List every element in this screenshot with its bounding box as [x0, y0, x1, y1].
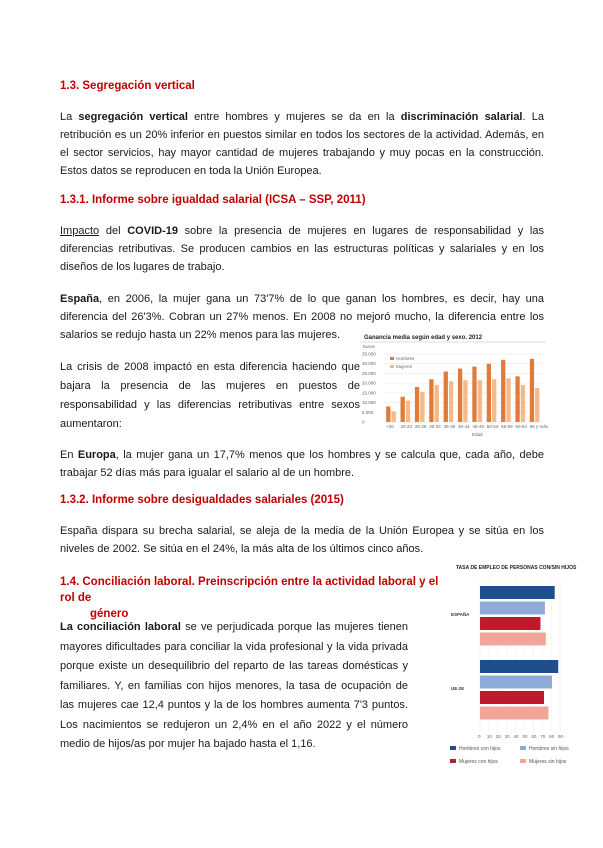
- chart1-bar-mujeres: [391, 411, 395, 422]
- chart2-bar-mujeres-con-hijos: [480, 617, 540, 630]
- chart1-ytick: 35.000: [362, 351, 376, 357]
- chart2-bar-hombres-con-hijos: [480, 586, 555, 599]
- chart2-xtick: 10: [486, 734, 492, 739]
- chart1-xtick: 60-64: [515, 424, 527, 429]
- chart1-bar-hombres: [386, 406, 390, 422]
- chart1-bar-hombres: [444, 371, 448, 422]
- chart2-bar-mujeres-sin-hijos: [480, 707, 548, 720]
- chart1-bar-hombres: [472, 367, 476, 422]
- paragraph-brecha: España dispara su brecha salarial, se aleja de la media de la Unión Europea y se sitúa en los niveles de 2002. Se sitúa en el 24%, la más alta de los últimos cinco años.: [60, 525, 544, 555]
- chart1-bar-hombres: [401, 397, 405, 422]
- chart2-bar-hombres-con-hijos: [480, 660, 558, 673]
- chart1-bar-hombres: [530, 359, 534, 422]
- chart1-bar-mujeres: [449, 381, 453, 422]
- chart1-bar-mujeres: [521, 385, 525, 422]
- chart2-bar-hombres-sin-hijos: [480, 676, 552, 689]
- chart2-title: TASA DE EMPLEO DE PERSONAS CON/SIN HIJOS: [456, 565, 577, 571]
- chart1-xtick: 35-39: [443, 424, 456, 429]
- chart1-xtick: 20-24: [400, 424, 413, 429]
- paragraph-segregacion: La segregación vertical entre hombres y mujeres se da en la discriminación salarial. La retribución es un 20% inferior en puestos similar en todos los sectores de la actividad. Además, en el sector servicios, hay mayor cantidad de mujeres trabajando y muy pocas en la construcción. Estos datos se reproducen en toda la Unión Europea.: [60, 111, 544, 177]
- chart2-xtick: 60: [531, 734, 537, 739]
- chart1-bar-hombres: [501, 360, 505, 422]
- paragraph-espana: España, en 2006, la mujer gana un 73'7% de lo que ganan los hombres, es decir, hay una diferencia del 26'3%. Cobran un 27% menos. En 2008 no mejoró mucho, la diferencia entre los salarios se redujo hasta un 22% menos para las mujeres.: [60, 293, 544, 341]
- chart1-bar-mujeres: [478, 380, 482, 422]
- chart2-legend-label: Hombres sin hijos: [529, 746, 569, 752]
- paragraph-covid: Impacto del COVID-19 sobre la presencia de mujeres en lugares de responsabilidad y las diferencias retributivas. Se producen cambios en las estructuras políticas y salariales y en los diseños de los lugares de trabajo.: [60, 225, 544, 273]
- chart2-xtick: 80: [549, 734, 555, 739]
- chart1-bar-mujeres: [420, 392, 424, 422]
- chart2-xtick: 40: [513, 734, 519, 739]
- chart2-legend-swatch: [450, 746, 456, 750]
- chart1-ytick: 25.000: [362, 370, 376, 376]
- section-title-1-3-2: 1.3.2. Informe sobre desigualdades salariales (2015): [60, 494, 344, 506]
- chart1-ytick: 0: [362, 419, 365, 425]
- chart2-legend-swatch: [520, 746, 526, 750]
- chart1-ytick: 30.000: [362, 361, 376, 367]
- chart1-xlabel: Edad: [472, 432, 483, 437]
- chart2-legend-label: Mujeres sin hijos: [529, 759, 567, 765]
- chart2-bar-mujeres-con-hijos: [480, 691, 544, 704]
- chart1-xtick: 55-59: [501, 424, 513, 429]
- chart1-bar-hombres: [458, 369, 462, 422]
- paragraph-conciliacion: La conciliación laboral se ve perjudicada porque las mujeres tienen mayores dificultades para conciliar la vida profesional y la vida privada porque existe un desequilibrio del reparto de las tareas domésticas y familiares. Y, en familias con hijos menores, la tasa de ocupación de las mujeres cae 12,4 puntos y la de los hombres aumenta 7'3 puntos. Los nacimientos se redujeron un 2,4% en el año 2022 y el número medio de hijos/as por mujer ha bajado hasta el 1,16.: [60, 621, 408, 750]
- chart2-category-label: UE-28: [451, 686, 464, 691]
- paragraph-crisis: La crisis de 2008 impactó en esta diferencia haciendo que bajara la presencia de las mujeres en puestos de responsabilidad y las diferencias retributivas entre sexos aumentaron:: [60, 361, 360, 430]
- chart1-bar-mujeres: [406, 401, 410, 422]
- chart2-legend-label: Mujeres con hijos: [459, 759, 498, 765]
- chart1-ytick: 20.000: [362, 380, 376, 386]
- chart2-legend-swatch: [450, 759, 456, 763]
- chart1-legend-label: Mujeres: [396, 364, 413, 369]
- chart1-title: Ganancia media según edad y sexo. 2012: [364, 335, 483, 341]
- chart2-xtick: 20: [495, 734, 501, 739]
- chart1-xtick: 50-54: [486, 424, 499, 429]
- section-title-1-4: 1.4. Conciliación laboral. Preinscripción entre la actividad laboral y el rol de género: [60, 576, 439, 620]
- employment-rate-chart: [447, 560, 587, 770]
- chart1-ytick: 15.000: [362, 390, 376, 396]
- chart1-bar-mujeres: [506, 378, 510, 422]
- chart2-legend-swatch: [520, 759, 526, 763]
- chart2-xtick: 30: [504, 734, 510, 739]
- chart2-xtick: 50: [522, 734, 528, 739]
- chart1-bar-mujeres: [492, 379, 496, 422]
- chart1-ytick: 10.000: [362, 400, 376, 406]
- chart1-xtick: 45-49: [472, 424, 484, 429]
- chart2-xtick: 70: [540, 734, 546, 739]
- chart2-category-label: ESPAÑA: [451, 612, 470, 617]
- chart1-ylabel: Euros: [363, 344, 375, 349]
- chart1-bar-hombres: [515, 376, 519, 422]
- chart1-xtick: <20: [386, 424, 394, 429]
- chart1-bar-hombres: [429, 379, 433, 422]
- chart1-bar-hombres: [415, 387, 419, 422]
- chart1-legend-swatch: [390, 365, 394, 368]
- chart1-xtick: 40-44: [457, 424, 470, 429]
- section-title-1-3: 1.3. Segregación vertical: [60, 80, 195, 92]
- chart1-ytick: 5.000: [362, 409, 374, 415]
- chart1-xtick: 25-29: [414, 424, 427, 429]
- chart1-bar-mujeres: [535, 388, 539, 422]
- chart2-xtick: 0: [478, 734, 481, 739]
- chart1-xtick: 65 y más: [529, 424, 549, 429]
- chart1-xtick: 30-34: [429, 424, 441, 429]
- chart2-xtick: 90: [558, 734, 564, 739]
- section-title-1-3-1: 1.3.1. Informe sobre igualdad salarial (ICSA – SSP, 2011): [60, 194, 366, 206]
- chart1-bar-mujeres: [463, 380, 467, 422]
- chart2-bar-hombres-sin-hijos: [480, 602, 545, 615]
- salary-by-age-chart: [360, 330, 549, 440]
- chart1-bar-hombres: [487, 364, 491, 422]
- paragraph-europa: En Europa, la mujer gana un 17,7% menos que los hombres y se calcula que, cada año, debe trabajar 52 días más para igualar el salario al de un hombre.: [60, 449, 544, 479]
- chart1-legend-swatch: [390, 357, 394, 360]
- chart2-legend-label: Hombres con hijos: [459, 746, 501, 752]
- chart1-bar-mujeres: [435, 385, 439, 422]
- chart1-legend-label: Hombres: [396, 356, 415, 361]
- chart2-bar-mujeres-sin-hijos: [480, 633, 546, 646]
